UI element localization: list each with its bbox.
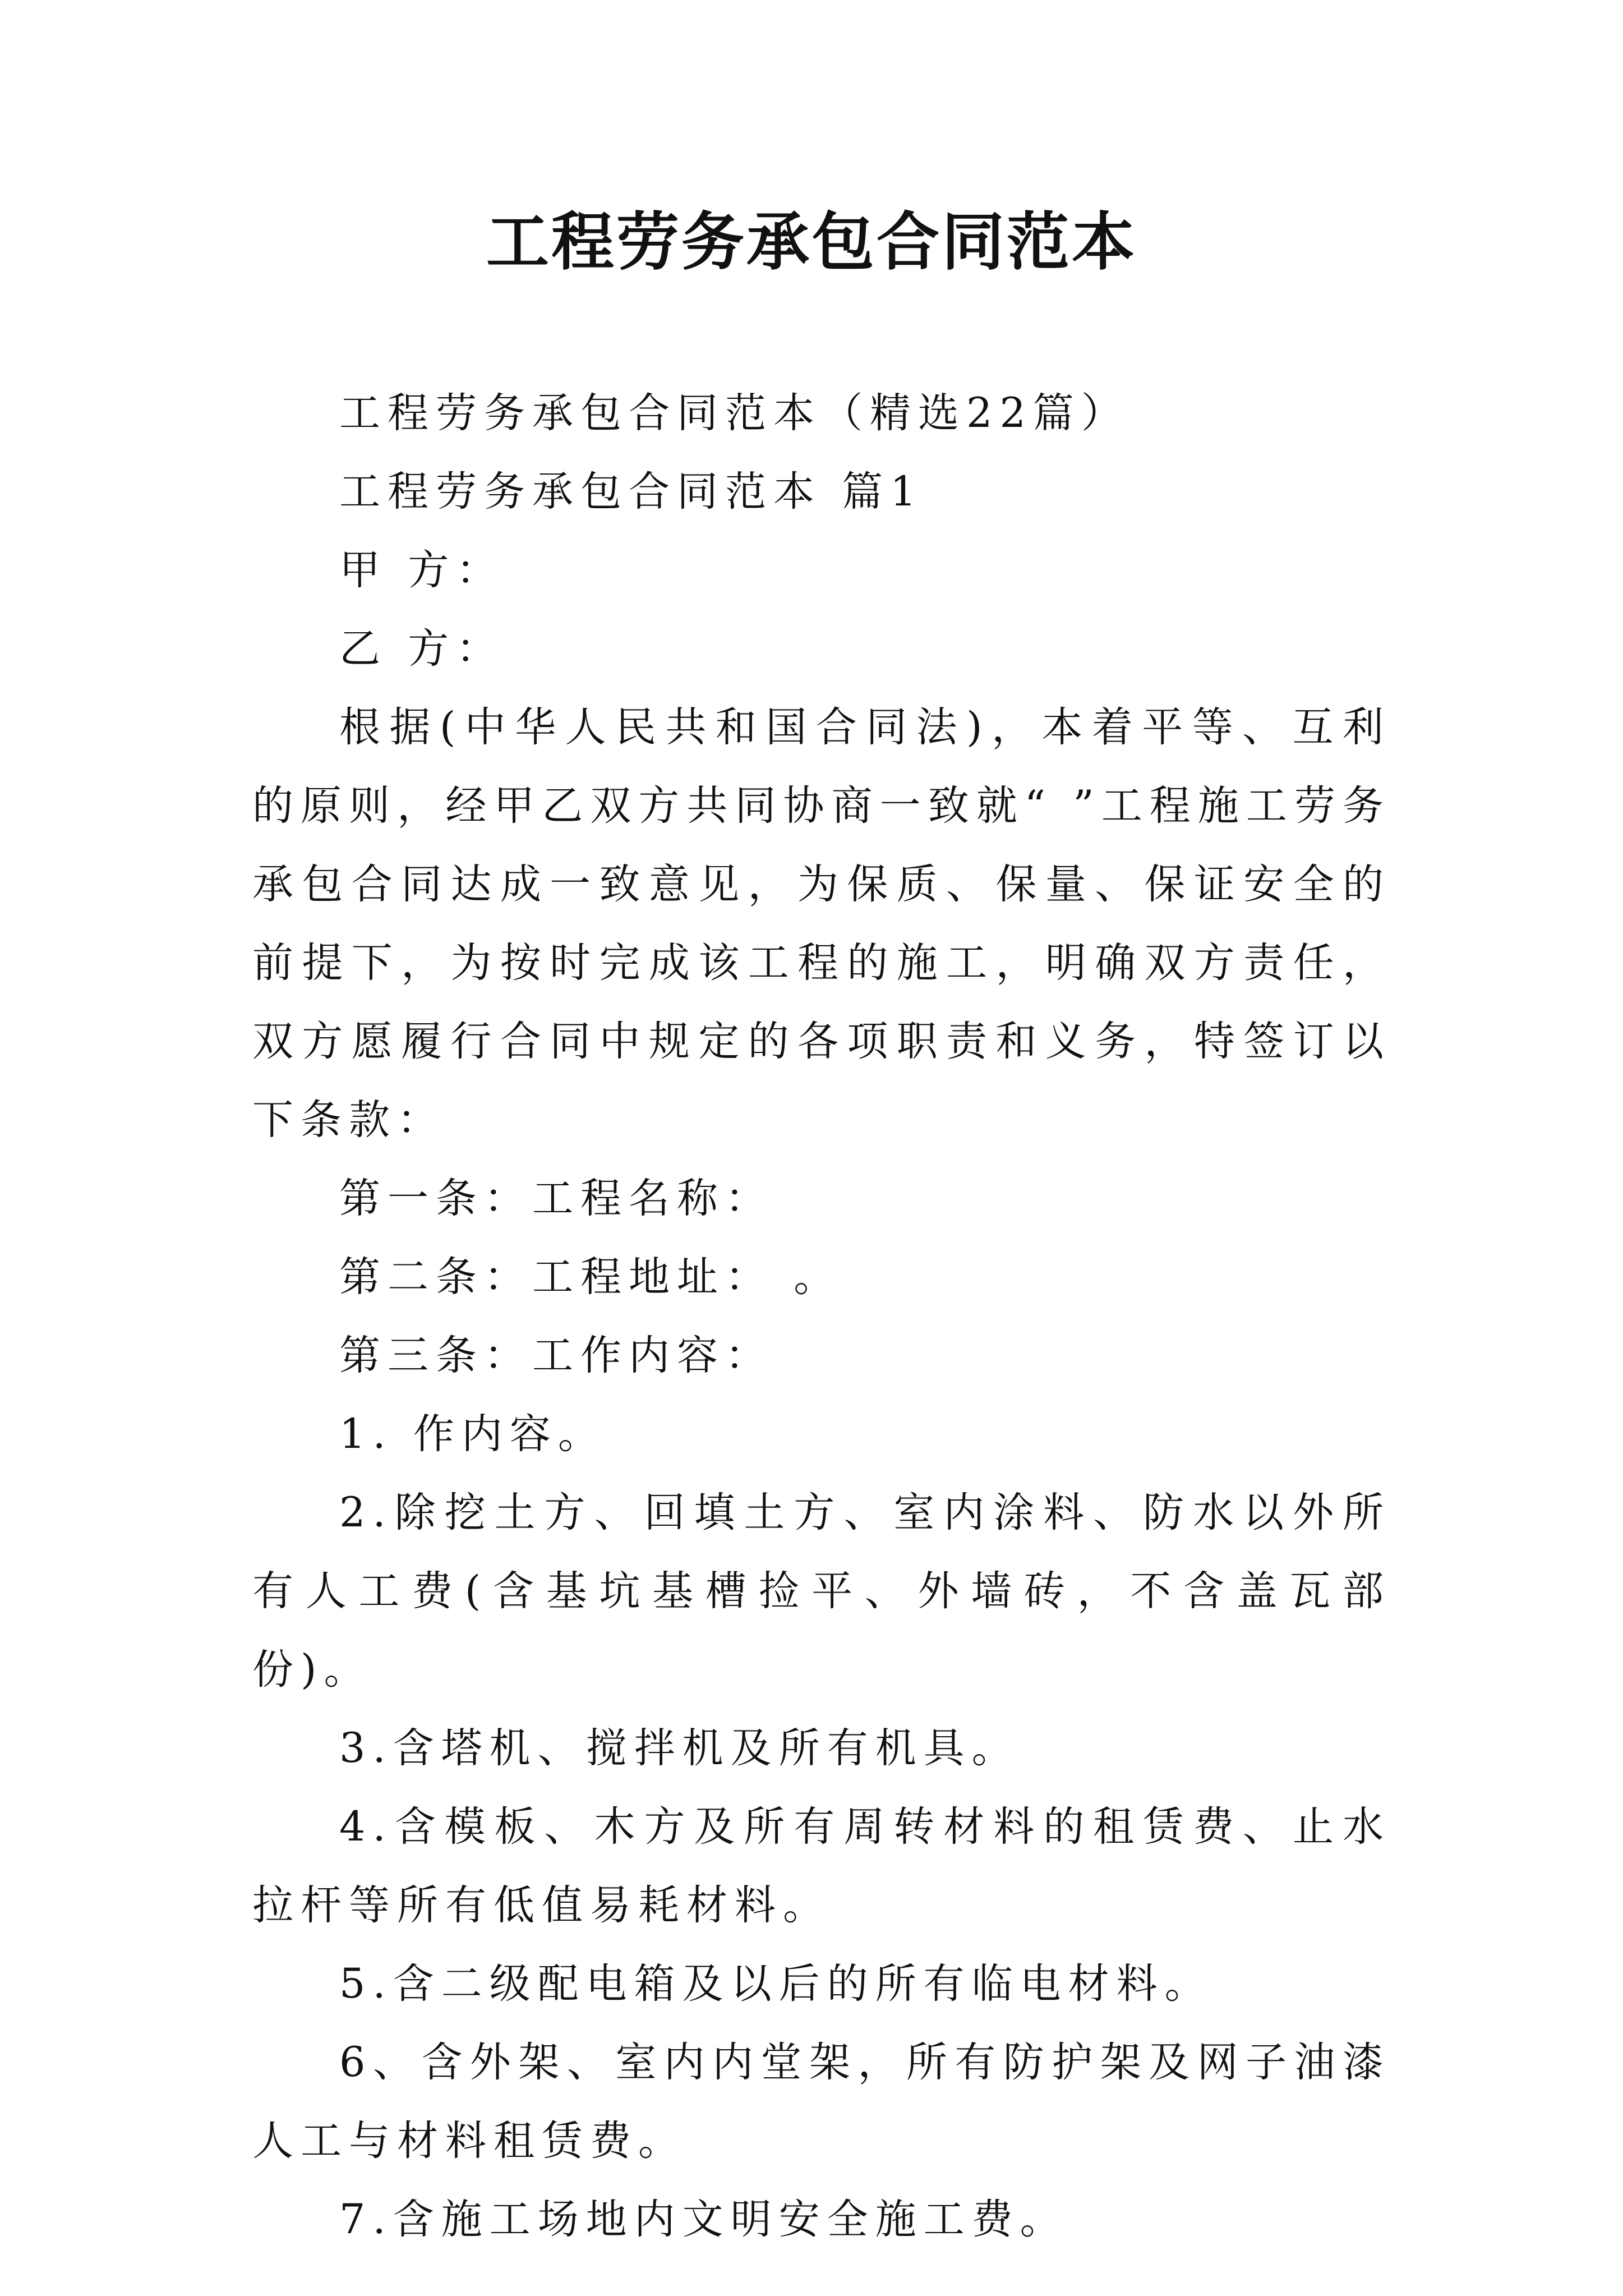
work-item-7: 7.含施工场地内文明安全施工费。 <box>339 2196 1068 2243</box>
work-item-4: 4.含模板、木方及所有周转材料的租赁费、止水拉杆等所有低值易耗材料。 <box>252 1803 1391 1929</box>
work-item-5: 5.含二级配电箱及以后的所有临电材料。 <box>339 1960 1213 2008</box>
section-heading: 工程劳务承包合同范本 篇1 <box>339 468 924 516</box>
clause-1: 第一条：工程名称： <box>339 1175 773 1222</box>
preamble-paragraph: 根据(中华人民共和国合同法)，本着平等、互利的原则，经甲乙双方共同协商一致就“ ”工程施工劳务承包合同达成一致意见，为保质、保量、保证安全的前提下，为按时完成该工程的施工，明确双方责任，双方愿履行合同中规定的各项职责和义务，特签订以下条款： <box>252 703 1391 1144</box>
party-a-line: 甲 方： <box>339 546 505 594</box>
clause-3: 第三条：工作内容： <box>339 1332 773 1379</box>
work-item-2: 2.除挖土方、回填土方、室内涂料、防水以外所有人工费(含基坑基槽捡平、外墙砖，不含盖瓦部份)。 <box>252 1489 1391 1694</box>
work-item-6: 6、含外架、室内内堂架，所有防护架及网子油漆人工与材料租赁费。 <box>252 2039 1391 2165</box>
party-b-line: 乙 方： <box>339 625 505 673</box>
document-body <box>252 374 1391 2259</box>
collection-title: 工程劳务承包合同范本（精选22篇） <box>339 389 1129 437</box>
clause-2: 第二条：工程地址： 。 <box>339 1253 842 1301</box>
work-item-1: 1. 作内容。 <box>339 1410 606 1458</box>
work-item-3: 3.含塔机、搅拌机及所有机具。 <box>339 1724 1020 1772</box>
document-title: 工程劳务承包合同范本 <box>486 205 1137 279</box>
